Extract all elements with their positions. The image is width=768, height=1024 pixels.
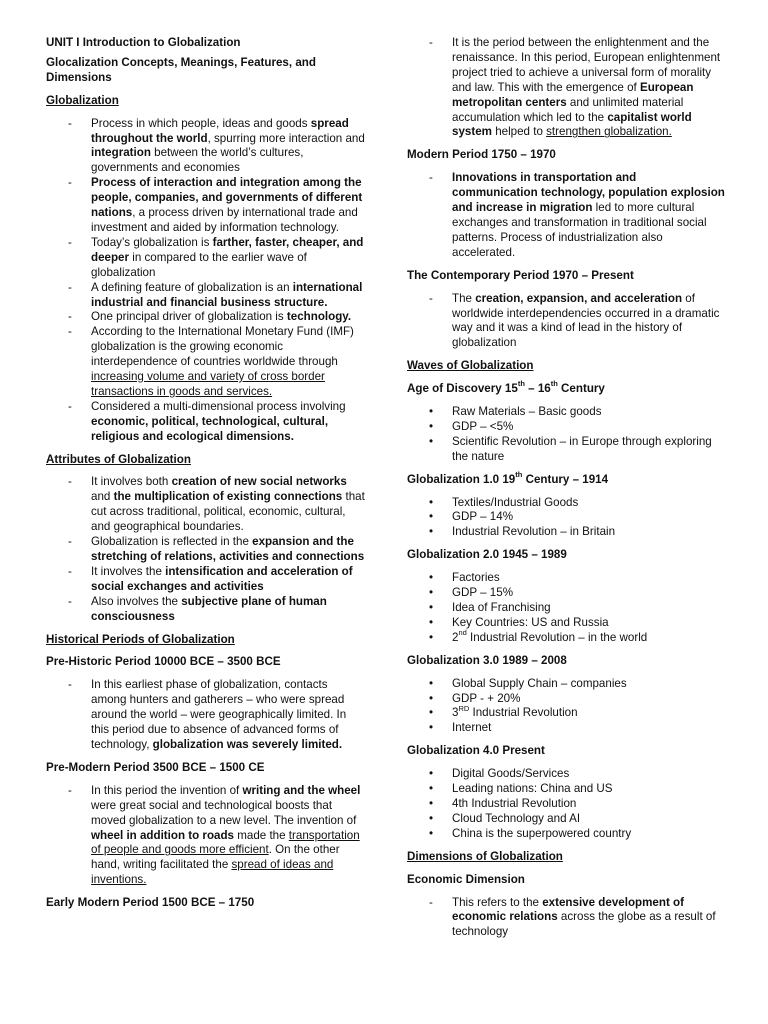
- list-item: [407, 405, 725, 420]
- list-item: [407, 692, 725, 707]
- list-item: [407, 510, 725, 525]
- list-item: [46, 281, 366, 311]
- text-run: Century – 1914: [522, 472, 609, 486]
- text-run: led to more cultural exchanges and transformation in traditional social patterns. Process of industrialization also accelerated.: [452, 201, 707, 259]
- text-run: in compared to the earlier wave of globalization: [91, 250, 307, 279]
- bold-text: expansion and the stretching of relations, activities and connections: [91, 535, 365, 563]
- list-item: [407, 703, 725, 721]
- right-column: [407, 36, 725, 948]
- bold-text: wheel in addition to roads: [91, 828, 234, 842]
- list-item: [407, 586, 725, 601]
- list-item: [46, 325, 366, 400]
- bold-text: globalization was severely limited.: [152, 737, 343, 751]
- bullet-list: [407, 496, 725, 541]
- underlined-text: transportation of people and goods more efficient: [91, 828, 360, 857]
- list-item: [407, 496, 725, 511]
- bold-text: creation, expansion, and acceleration: [475, 291, 683, 305]
- section-heading-dimensions-of-globalization: Dimensions of Globalization: [407, 849, 563, 863]
- text-run: It is the period between the enlightenment and the renaissance. In this period, European enlightenment project tried to achieve a universal form of morality and law. This with the emergence of: [452, 36, 721, 94]
- text-run: were great social and technological boosts that moved globalization to a new level. The invention of: [91, 798, 357, 827]
- bold-text: the multiplication of existing connections: [113, 490, 343, 504]
- text-run: – 16: [524, 382, 551, 396]
- text-run: , a process driven by international trade and investment and aided by information technology.: [91, 206, 358, 234]
- unit-title: UNIT I Introduction to Globalization: [46, 36, 241, 49]
- list-item: [46, 535, 366, 565]
- bold-text: spread throughout the world: [91, 116, 349, 145]
- list-item: [407, 36, 725, 140]
- list-item: [46, 310, 366, 325]
- dash-list: [46, 784, 366, 888]
- dash-list: [46, 678, 366, 753]
- subsection-heading-globalization-3-0-1989-2008: Globalization 3.0 1989 – 2008: [407, 653, 567, 667]
- section-heading-historical-periods-of-globalization: Historical Periods of Globalization: [46, 632, 235, 646]
- list-item: [46, 595, 366, 625]
- text-run: This refers to the: [452, 895, 543, 909]
- superscript: RD: [458, 703, 470, 713]
- bold-text: intensification and acceleration of social exchanges and activities: [91, 564, 353, 593]
- text-run: Global Supply Chain – companies: [452, 676, 627, 690]
- text-run: Idea of Franchising: [452, 601, 551, 614]
- subsection-heading-the-contemporary-period-1970-present: The Contemporary Period 1970 – Present: [407, 268, 634, 282]
- text-run: It involves both: [91, 475, 172, 489]
- list-item: [407, 677, 725, 692]
- superscript: th: [550, 379, 558, 389]
- text-run: GDP – <5%: [452, 419, 514, 433]
- dash-list: [46, 475, 366, 624]
- text-run: China is the superpowered country: [452, 826, 632, 840]
- text-run: Process in which people, ideas and goods: [91, 116, 311, 130]
- list-item: [46, 565, 366, 595]
- text-run: of worldwide interdependencies occurred in a dramatic way and it was a kind of lead in the history of globalization: [452, 291, 720, 350]
- text-run: 3: [452, 706, 459, 720]
- text-run: Industrial Revolution – in the world: [466, 630, 648, 644]
- list-item: [407, 292, 725, 352]
- text-run: and: [91, 490, 114, 504]
- subsection-heading-early-modern-period-1500-bce-1750: Early Modern Period 1500 BCE – 1750: [46, 896, 255, 910]
- bold-text: writing and the wheel: [242, 783, 361, 797]
- bold-text: farther, faster, cheaper, and deeper: [91, 235, 364, 264]
- superscript: th: [515, 469, 523, 479]
- text-run: Textiles/Industrial Goods: [452, 495, 579, 509]
- subsection-heading-pre-historic-period-10000-bce-3500-bce: Pre-Historic Period 10000 BCE – 3500 BCE: [46, 655, 281, 669]
- subsection-heading-globalization-4-0-present: Globalization 4.0 Present: [407, 744, 545, 758]
- left-column: [46, 36, 366, 919]
- text-run: In this period the invention of: [91, 783, 243, 797]
- bullet-list: [407, 677, 725, 737]
- right-content: [407, 36, 725, 940]
- text-run: Also involves the: [91, 594, 182, 608]
- bold-text: economic, political, technological, cultural, religious and ecological dimensions.: [91, 414, 329, 443]
- text-run: It involves the: [91, 564, 166, 578]
- text-run: Cloud Technology and AI: [452, 811, 581, 825]
- subsection-heading-modern-period-1750-1970: Modern Period 1750 – 1970: [407, 148, 556, 162]
- text-run: Today’s globalization is: [91, 235, 213, 249]
- subsection-heading-pre-modern-period-3500-bce-1500-ce: Pre-Modern Period 3500 BCE – 1500 CE: [46, 760, 265, 774]
- bold-text: Innovations in transportation and communication technology, population explosion and increase in migration: [452, 171, 725, 215]
- section-heading-waves-of-globalization: Waves of Globalization: [407, 359, 534, 373]
- text-run: Industrial Revolution – in Britain: [452, 525, 616, 539]
- text-run: GDP – 15%: [452, 586, 514, 600]
- list-item: [407, 797, 725, 812]
- text-run: According to the International Monetary Fund (IMF) globalization is the growing economic interdependence of countries worldwide through: [91, 325, 354, 369]
- superscript: th: [517, 379, 525, 389]
- list-item: [46, 475, 366, 535]
- bold-text: creation of new social networks: [171, 475, 347, 489]
- text-run: Raw Materials – Basic goods: [452, 405, 602, 419]
- bullet-list: [407, 767, 725, 842]
- dash-list: [407, 292, 725, 352]
- bold-text: Process of interaction and integration among the people, companies, and governments of different nations: [91, 176, 363, 220]
- list-item: [46, 784, 366, 888]
- bullet-list: [407, 405, 725, 465]
- list-item: [46, 678, 366, 753]
- text-run: Age of Discovery 15: [407, 382, 518, 396]
- list-item: [407, 812, 725, 827]
- text-run: Industrial Revolution: [469, 706, 578, 720]
- list-item: [407, 827, 725, 842]
- text-run: Globalization is reflected in the: [91, 535, 253, 549]
- text-run: Key Countries: US and Russia: [452, 615, 609, 629]
- underlined-text: increasing volume and variety of cross border transactions in goods and services.: [91, 370, 325, 398]
- bold-text: technology.: [286, 310, 352, 324]
- list-item: [407, 571, 725, 586]
- list-item: [407, 627, 725, 646]
- text-run: Digital Goods/Services: [452, 767, 570, 781]
- text-run: In this earliest phase of globalization, contacts among hunters and gatherers – who were spread around the world – were geographically limited. In this period due to absence of advanced forms of technology,: [91, 678, 347, 751]
- section-heading: [407, 379, 725, 397]
- text-run: Leading nations: China and US: [452, 782, 613, 796]
- bold-text: subjective plane of human consciousness: [91, 594, 327, 623]
- list-item: [46, 117, 366, 177]
- dash-list: [407, 171, 725, 260]
- text-run: made the: [234, 828, 289, 842]
- text-run: across the globe as a result of technology: [452, 910, 716, 939]
- dash-list: [407, 36, 725, 140]
- underlined-text: spread of ideas and inventions.: [91, 858, 334, 887]
- list-item: [46, 236, 366, 281]
- text-run: The: [452, 291, 476, 305]
- text-run: 2: [452, 630, 459, 644]
- text-run: Century: [557, 382, 605, 396]
- text-run: Internet: [452, 721, 492, 735]
- section-heading-attributes-of-globalization: Attributes of Globalization: [46, 452, 191, 466]
- text-run: GDP - + 20%: [452, 691, 521, 705]
- list-item: [407, 782, 725, 797]
- text-run: 4th Industrial Revolution: [452, 796, 577, 810]
- bullet-list: [407, 571, 725, 646]
- dash-list: [407, 896, 725, 941]
- section-heading-globalization: Globalization: [46, 93, 119, 107]
- underlined-text: strengthen globalization.: [546, 125, 672, 139]
- text-run: , spurring more interaction and: [207, 131, 365, 145]
- text-run: Scientific Revolution – in Europe through exploring the nature: [452, 434, 712, 463]
- text-run: A defining feature of globalization is an: [91, 280, 293, 294]
- document-subtitle: Glocalization Concepts, Meanings, Features, and Dimensions: [46, 55, 316, 84]
- text-run: Globalization 1.0 19: [407, 472, 516, 486]
- text-run: Factories: [452, 571, 500, 585]
- list-item: [407, 525, 725, 540]
- text-run: One principal driver of globalization is: [91, 310, 287, 324]
- list-item: [407, 767, 725, 782]
- list-item: [407, 171, 725, 260]
- list-item: [407, 616, 725, 631]
- text-run: Considered a multi-dimensional process involving: [91, 399, 346, 413]
- text-run: and unlimited material accumulation which led to the: [452, 95, 684, 124]
- list-item: [46, 400, 366, 445]
- list-item: [407, 601, 725, 616]
- bold-text: extensive development of economic relations: [452, 895, 684, 924]
- subsection-heading-globalization-2-0-1945-1989: Globalization 2.0 1945 – 1989: [407, 548, 567, 562]
- text-run: that cut across traditional, political, economic, cultural, and geographical boundaries.: [91, 490, 365, 534]
- bold-text: European metropolitan centers: [452, 80, 694, 109]
- left-content: [46, 94, 366, 911]
- text-run: . On the other hand, writing facilitated the: [91, 843, 340, 872]
- superscript: nd: [458, 627, 467, 637]
- list-item: [407, 420, 725, 435]
- section-heading: [407, 469, 725, 488]
- list-item: [407, 435, 725, 465]
- bold-text: international industrial and financial business structure.: [91, 280, 363, 309]
- list-item: [46, 176, 366, 236]
- list-item: [407, 896, 725, 941]
- dash-list: [46, 117, 366, 445]
- subsection-heading-economic-dimension: Economic Dimension: [407, 872, 525, 886]
- text-run: GDP – 14%: [452, 510, 514, 524]
- text-run: between the world’s cultures, governments and economies: [91, 146, 304, 175]
- text-run: helped to: [491, 125, 547, 139]
- bold-text: capitalist world system: [452, 110, 692, 139]
- list-item: [407, 721, 725, 736]
- bold-text: integration: [91, 146, 151, 160]
